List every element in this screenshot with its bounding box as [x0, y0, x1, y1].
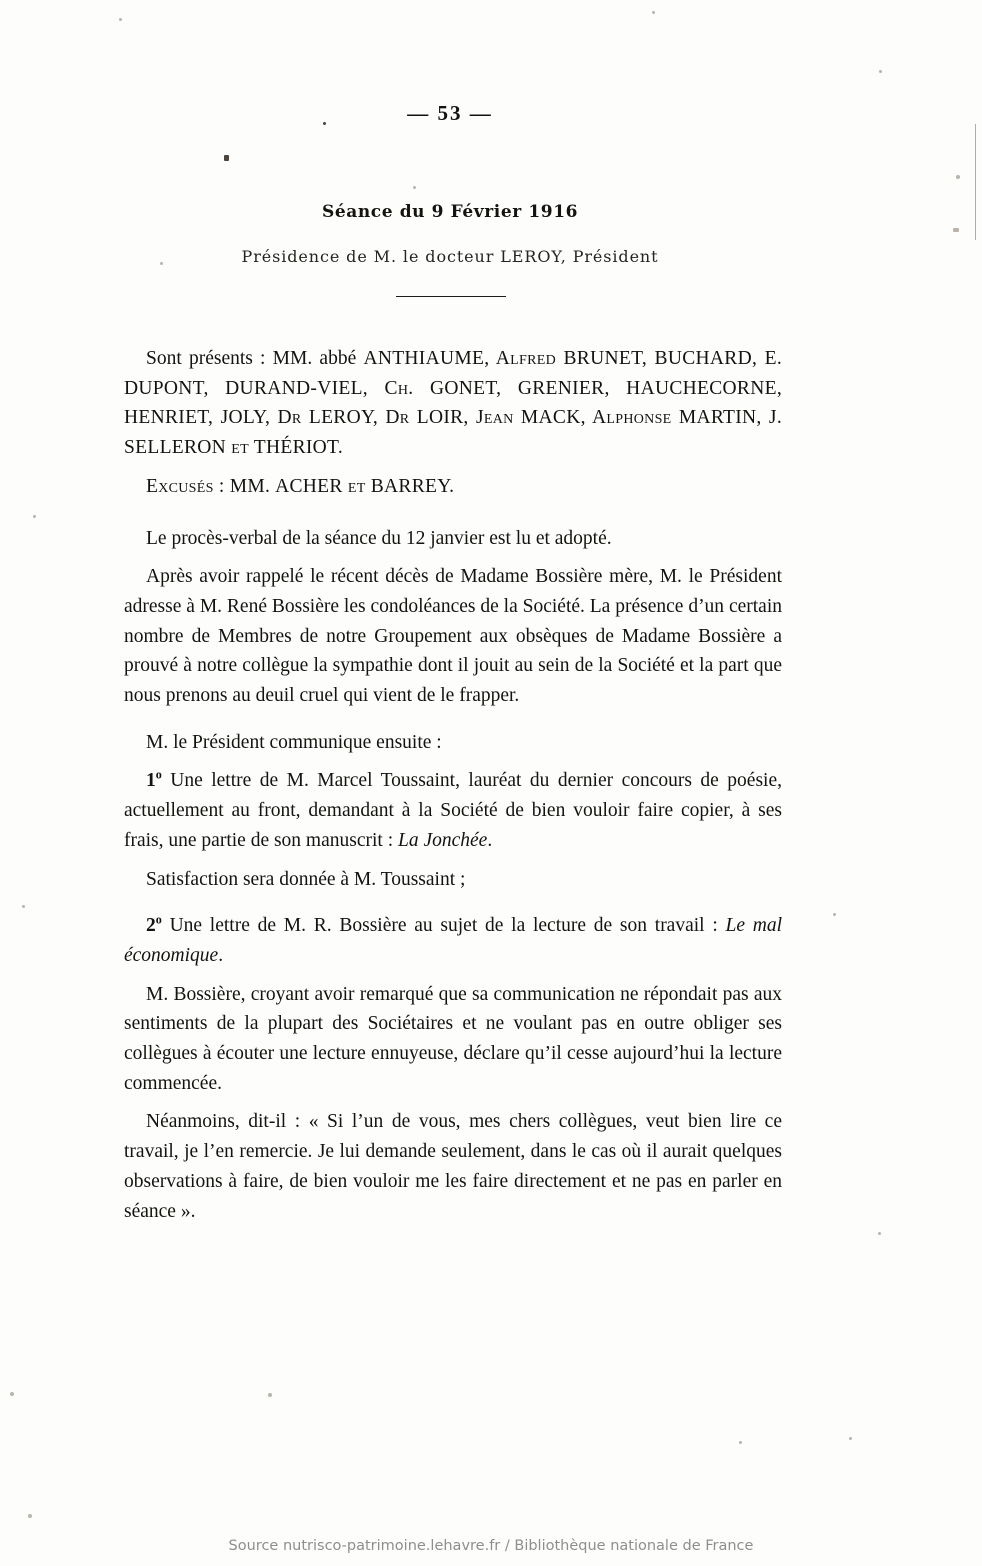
- page-number: — 53 —: [407, 101, 493, 125]
- session-title: Séance du 9 Février 1916: [321, 202, 579, 222]
- ink-speck: [953, 228, 959, 232]
- ink-speck: [22, 905, 25, 908]
- ink-speck: [878, 1232, 881, 1235]
- item-2-text: Une lettre de M. R. Bossière au sujet de la lecture de son travail :: [169, 915, 726, 937]
- item-1-text: Une lettre de M. Marcel Toussaint, lauréat du dernier concours de poésie, actuellement au front, demandant à la Société de bien vouloir faire copier, à ses frais, une partie de son manuscrit :: [124, 770, 782, 851]
- paragraph-satisfaction: Satisfaction sera donnée à M. Toussaint ;: [146, 868, 466, 890]
- paragraph-neanmoins: Néanmoins, dit-il : « Si l’un de vous, mes chers collègues, veut bien lire ce travail, je l’en remercie. Je lui demande seulement, dans le cas où il aurait quelques observations à faire, de bien vouloir me les faire directement et ne pas en parler en séance ».: [124, 1111, 782, 1222]
- source-attribution: Source nutrisco-patrimoine.lehavre.fr / Bibliothèque nationale de France: [228, 1538, 754, 1554]
- paragraph-condolences: Après avoir rappelé le récent décès de Madame Bossière mère, M. le Président adresse à M. René Bossière les condoléances de la Société. La présence d’un certain nombre de Membres de notre Groupement aux obsèques de Madame Bossière a prouvé à notre collègue la sympathie dont il jouit au sein de la Société et la part que nous prenons au deuil cruel qui vient de le frapper.: [124, 566, 782, 707]
- item-2-text-tail: .: [218, 944, 224, 966]
- paragraph-bossiere: M. Bossière, croyant avoir remarqué que sa communication ne répondait pas aux sentiments de la plupart des Sociétaires et ne voulant pas en outre obliger ses collègues à écouter une lecture ennuyeuse, déclare qu’il cesse aujourd’hui la lecture commencée.: [124, 983, 782, 1094]
- ink-speck: [10, 1392, 14, 1396]
- ink-speck: [224, 155, 229, 161]
- ink-speck: [28, 1514, 32, 1518]
- ink-speck: [879, 70, 882, 73]
- excused-label: Excusés : MM.: [146, 475, 271, 497]
- item-2-marker-ordinal: o: [155, 912, 162, 927]
- paragraph-communique: M. le Président communique ensuite :: [146, 731, 442, 753]
- paragraph-excused: [124, 472, 782, 502]
- presidence-line: Présidence de M. le docteur LEROY, Président: [241, 247, 659, 266]
- paragraph-minutes: Le procès-verbal de la séance du 12 janvier est lu et adopté.: [146, 527, 612, 549]
- ink-speck: [956, 175, 960, 179]
- paragraph-attendance: [124, 344, 782, 463]
- attendance-lead: abbé: [319, 348, 357, 369]
- ink-speck: [739, 1441, 742, 1444]
- ink-speck: [833, 913, 836, 916]
- item-1-marker: 1: [146, 770, 156, 792]
- excused-names: ACHER et BARREY.: [275, 475, 455, 497]
- attendance-label: Sont présents : MM.: [146, 348, 313, 369]
- item-1-marker-ordinal: o: [155, 767, 162, 782]
- ink-speck: [268, 1393, 272, 1397]
- item-2-marker: 2: [146, 915, 156, 937]
- attendance-names: ANTHIAUME, Alfred BRUNET, BUCHARD, E. DUPONT, DURAND-VIEL, Ch. GONET, GRENIER, HAUCHECORNE, HENRIET, JOLY, Dr LEROY, Dr LOIR, Jean MACK, Alphonse MARTIN, J. SELLERON et THÉRIOT.: [124, 348, 783, 459]
- item-1-text-tail: .: [487, 829, 493, 851]
- list-item-1: [124, 766, 782, 855]
- list-item-2: [124, 911, 782, 970]
- header-divider-rule: [396, 296, 506, 297]
- ink-speck: [652, 11, 655, 14]
- ink-speck: [33, 515, 36, 518]
- ink-speck: [119, 18, 122, 21]
- scan-artifact-vertical-line: [975, 124, 976, 240]
- ink-speck: [413, 186, 416, 189]
- ink-speck: [849, 1437, 852, 1440]
- item-2-title: Le mal économique: [124, 915, 783, 966]
- page-body: [124, 344, 782, 1226]
- item-1-title: La Jonchée: [398, 829, 488, 851]
